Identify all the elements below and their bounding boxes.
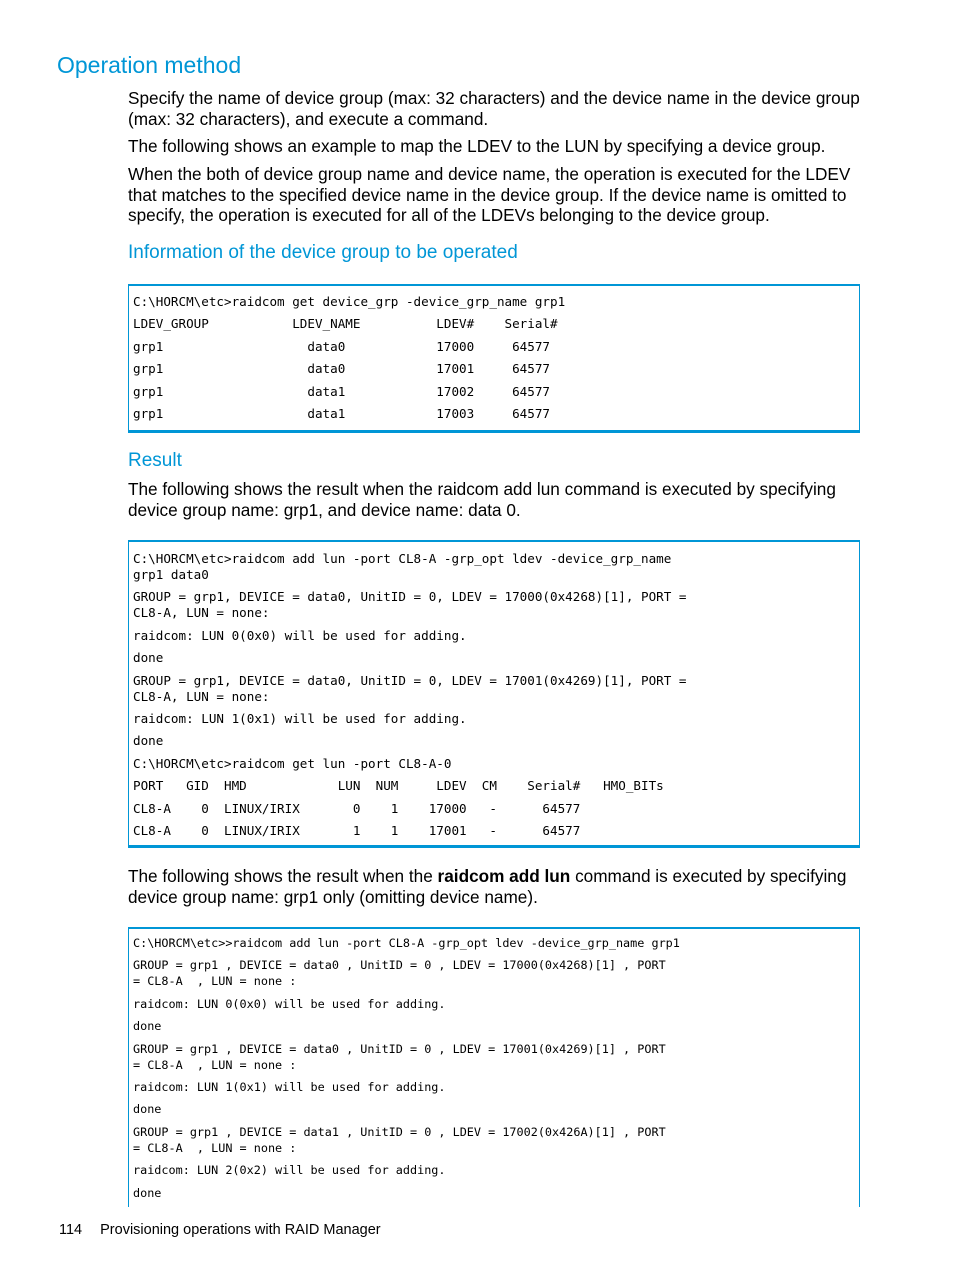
code-line: done: [133, 1185, 162, 1200]
code-line: PORT GID HMD LUN NUM LDEV CM Serial# HMO_BITs: [133, 778, 664, 794]
result-subheading: Result: [128, 450, 182, 471]
code-line: grp1 data0 17000 64577: [133, 338, 551, 354]
code-line: grp1 data0 17001 64577: [133, 361, 551, 377]
second-result-paragraph: [128, 866, 873, 907]
code-line: raidcom: LUN 0(0x0) will be used for adding.: [133, 627, 467, 643]
intro-paragraph-1: Specify the name of device group (max: 32 characters) and the device name in the device group (max: 32 characters), and execute a command.: [128, 88, 860, 129]
intro-paragraph-3: When the both of device group name and device name, the operation is executed for the LDEV that matches to the specified device name in the device group. If the device name is omitted to specify, the operation is executed for all of the LDEVs belonging to the device group.: [128, 164, 851, 226]
code-line: GROUP = grp1, DEVICE = data0, UnitID = 0, LDEV = 17001(0x4269)[1], PORT = CL8-A, LUN = none:: [133, 672, 687, 704]
code-line: CL8-A 0 LINUX/IRIX 0 1 17000 - 64577: [133, 800, 581, 816]
code-line: raidcom: LUN 1(0x1) will be used for adding.: [133, 1079, 446, 1094]
code-line: done: [133, 650, 164, 666]
intro-paragraph-2: The following shows an example to map the LDEV to the LUN by specifying a device group.: [128, 136, 826, 156]
second-result-code-block: [128, 927, 860, 1207]
second-result-text-before: The following shows the result when the: [128, 866, 438, 886]
result-paragraph: The following shows the result when the raidcom add lun command is executed by specifying device group name: grp1, and device name: data 0.: [128, 479, 836, 520]
code-line: raidcom: LUN 1(0x1) will be used for adding.: [133, 710, 467, 726]
code-line: CL8-A 0 LINUX/IRIX 1 1 17001 - 64577: [133, 822, 581, 838]
code-line: C:\HORCM\etc>raidcom add lun -port CL8-A -grp_opt ldev -device_grp_name grp1 data0: [133, 551, 672, 582]
code-line: done: [133, 733, 164, 749]
second-result-text-after: command is executed by specifying device group name: grp1 only (omitting device name).: [128, 866, 847, 907]
code-line: grp1 data1 17002 64577: [133, 383, 551, 399]
code-line: raidcom: LUN 2(0x2) will be used for adding.: [133, 1163, 446, 1178]
section-heading: Operation method: [57, 52, 242, 78]
code-line: raidcom: LUN 0(0x0) will be used for adding.: [133, 996, 446, 1011]
info-code-block: [128, 284, 860, 433]
code-line: GROUP = grp1, DEVICE = data0, UnitID = 0, LDEV = 17000(0x4268)[1], PORT = CL8-A, LUN = none:: [133, 589, 687, 621]
code-line: grp1 data1 17003 64577: [133, 405, 551, 421]
info-subheading: Information of the device group to be operated: [128, 242, 518, 263]
code-line: GROUP = grp1 , DEVICE = data0 , UnitID = 0 , LDEV = 17001(0x4269)[1] , PORT = CL8-A , LUN = none :: [133, 1041, 666, 1072]
command-name: raidcom add lun: [437, 866, 571, 886]
page-number: 114: [59, 1222, 83, 1238]
code-line: done: [133, 1019, 162, 1034]
code-line: C:\HORCM\etc>raidcom get lun -port CL8-A-0: [133, 755, 452, 771]
result-code-block: [128, 540, 860, 848]
code-line: GROUP = grp1 , DEVICE = data0 , UnitID = 0 , LDEV = 17000(0x4268)[1] , PORT = CL8-A , LUN = none :: [133, 958, 666, 989]
page-footer: [59, 1222, 381, 1238]
code-line: done: [133, 1102, 162, 1117]
code-line: LDEV_GROUP LDEV_NAME LDEV# Serial#: [133, 316, 558, 332]
code-line: C:\HORCM\etc>>raidcom add lun -port CL8-A -grp_opt ldev -device_grp_name grp1: [133, 936, 680, 950]
code-line: GROUP = grp1 , DEVICE = data1 , UnitID = 0 , LDEV = 17002(0x426A)[1] , PORT = CL8-A , LUN = none :: [133, 1124, 666, 1155]
code-line: C:\HORCM\etc>raidcom get device_grp -device_grp_name grp1: [133, 294, 566, 309]
footer-title: Provisioning operations with RAID Manager: [100, 1222, 381, 1238]
